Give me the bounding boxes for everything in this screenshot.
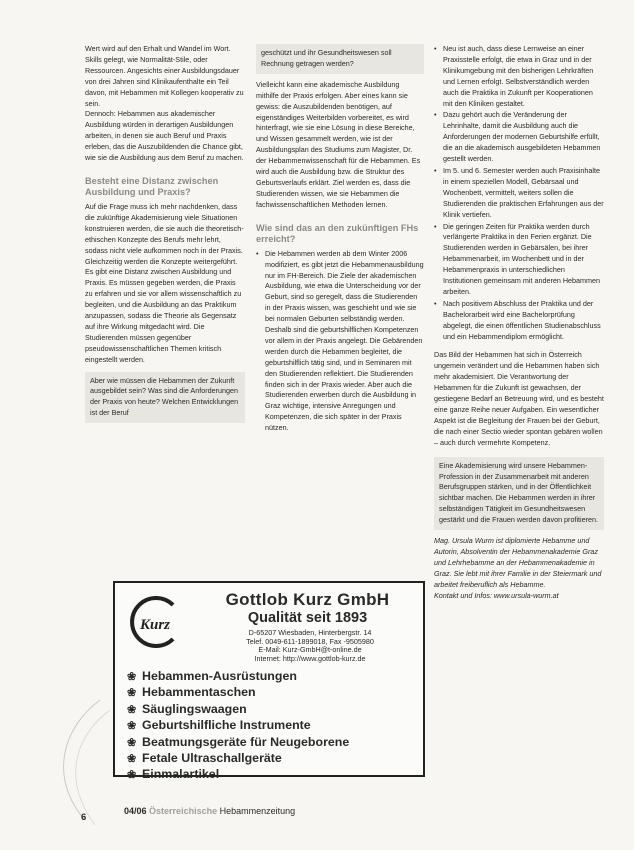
paragraph: Auf die Frage muss ich mehr nachdenken, dass die zukünftige Akademisierung viele Situationen konstruieren werden, die sie auch die theoretisch-ethischen Konzepte des Berufs mehr lehrt, sodass nicht viele aufkommen noch in der Praxis. Gleichzeitig werden die Konzepte weitergeführt. Es gibt eine Distanz zwischen Ausbildung und Praxis. Es müssen gegeben werden, die Praxis zu erfahren und sie vor allem wissenschaftlich zu begleiten, und die Ausbildung an das Praktikum anzupassen, sodass die Theorie als Gegensatz auf ihre Wirkung mitgedacht wird. Die Studierenden müssen gegenüber pseudowissenschaftlichen Themen kritisch eingestellt werden.: [85, 201, 244, 364]
kurz-logo-icon: [127, 593, 187, 651]
flower-bullet-icon: ❀: [127, 687, 137, 700]
product-item: ❀ Einmalartikel: [127, 767, 349, 783]
paragraph: Das Bild der Hebammen hat sich in Österreich ungemein verändert und die Hebammen haben sich mehr akademisiert. Die Verantwortung der Hebammen für die Zukunft ist gewachsen, der gestiegene Bedarf an Betreuung wird, und es besteht eine ganze Reihe neuer Aufgaben. Ein wesentlicher Aspekt ist die Begleitung der Frauen bei der Geburt, die nach einer Sectio wieder spontan gebären wollen – auch durch vermehrte Kompetenz.: [434, 350, 604, 447]
bullet-list: [256, 249, 424, 434]
company-slogan: Qualität seit 1893: [247, 610, 368, 626]
email-line: E-Mail: Kurz-GmbH@t-online.de: [258, 645, 362, 655]
section-heading: Wie sind das an den zukünftigen FHs erreicht?: [256, 222, 419, 245]
company-contact: [210, 629, 410, 663]
page-number: 6: [81, 812, 87, 823]
flower-bullet-icon: ❀: [127, 736, 137, 749]
bullet-list: [434, 44, 604, 342]
list-item: • Dazu gehört auch die Veränderung der Lehrinhalte, damit die Ausbildung auch die Anforderungen der modernen Geburtshilfe erfüllt, die an die akademisch ausgebildeten Hebammen gestellt werden.: [434, 110, 604, 165]
logo-text: Kurz: [140, 617, 171, 633]
magazine-name-part: Österreichische: [149, 806, 218, 816]
advertisement-box: [113, 581, 425, 782]
article-column-3: [434, 44, 604, 602]
company-name: Gottlob Kurz GmbH: [225, 590, 390, 609]
list-item: • Neu ist auch, dass diese Lernweise an einer Praxisstelle erfolgt, die etwa in Graz und in der Klinikumgebung mit den bisherigen Lehrkräften und Lernen erfolgt. Selbstverständlich werden auch die Praktika in Zukunft per Kooperationen mit den Kliniken gestaltet.: [434, 44, 604, 109]
product-list: [127, 669, 349, 784]
list-item: • Die geringen Zeiten für Praktika werden durch verlängerte Praktika in den Ferien ergänzt. Die Studierenden werden in Gebärsälen, bei ihrer Hebammenarbeit, im Wochenbett und in der Hebammenpraxis in unterschiedlichen Institutionen gemeinsam mit anderen Hebammen arbeiten.: [434, 222, 604, 298]
paragraph: Wert wird auf den Erhalt und Wandel im Wort. Skills gelegt, wie Normalität-Stile, oder Ressourcen. Angesichts einer Ausbildungsdauer von drei Jahren sind Klinikaufenthalte ein Teil davon, mit Hebammen mit Kollegen kooperativ zu sein.: [85, 44, 244, 108]
magazine-footer: [124, 806, 295, 816]
paragraph: Vielleicht kann eine akademische Ausbildung mithilfe der Praxis erfolgen. Aber eines kann sie gewiss: die Auszubildenden benötigen, auf eigenständiges Weiterbilden vorbereitet, es wird hinterfragt, wie sie eine Lösung in diese Bereiche, und Wissen gesammelt werden, wie ist der Ausbildungsplan des Studiums zum Magister, Dr. der Hebammenwissenschaft für die Hebammen. Es wird auch die Ausbildung bzw. die Struktur des Geburtsverlaufs erklärt. Ziel werden es, dass die Studierenden wissen, wie sie Hebammen die fachwissenschaftlichen Methoden lernen.: [256, 79, 421, 209]
highlight-box: geschützt und ihr Gesundheitswesen soll Rechnung getragen werden?: [256, 44, 424, 74]
magazine-name-part: Hebammenzeitung: [219, 806, 296, 816]
flower-bullet-icon: ❀: [127, 769, 137, 782]
flower-bullet-icon: ❀: [127, 720, 137, 733]
web-line: Internet: http://www.gottlob-kurz.de: [254, 653, 366, 663]
product-item: ❀ Beatmungsgeräte für Neugeborene: [127, 735, 349, 751]
list-item: • Im 5. und 6. Semester werden auch Praxisinhalte in einem speziellen Modell, Gebärsaal und Wochenbett, vermittelt, weiters sollen die Studierenden die praktischen Erfahrungen aus der Klinik vertiefen.: [434, 166, 604, 221]
product-item: ❀ Säuglingswaagen: [127, 702, 349, 718]
section-heading: Besteht eine Distanz zwischen Ausbildung und Praxis?: [85, 175, 219, 198]
flower-bullet-icon: ❀: [127, 703, 137, 716]
list-item: • Nach positivem Abschluss der Praktika und der Bachelorarbeit wird eine Bachelorprüfung abgelegt, die einen öffentlichen Studienabschluss und ein Hebammendiplom ermöglicht.: [434, 299, 604, 343]
issue-number: 04/06: [124, 806, 147, 816]
flower-bullet-icon: ❀: [127, 671, 137, 683]
article-column-2: [256, 44, 424, 435]
address-line: D-65207 Wiesbaden, Hinterbergstr. 14: [248, 628, 372, 637]
contact-line: Kontakt und Infos: www.ursula-wurm.at: [434, 590, 559, 600]
product-item: ❀ Hebammen-Ausrüstungen: [127, 669, 349, 685]
product-item: ❀ Fetale Ultraschallgeräte: [127, 751, 349, 767]
flower-bullet-icon: ❀: [127, 753, 137, 766]
product-item: ❀ Geburtshilfliche Instrumente: [127, 718, 349, 734]
highlight-box: Eine Akademisierung wird unsere Hebammen-Profession in der Zusammenarbeit mit anderen Berufsgruppen stärken, und in der Öffentlichkeit sichtbar machen. Die Hebammen werden in ihrer selbständigen Tätigkeit im Gesundheitswesen gestärkt und die Frauen werden davon profitieren.: [434, 457, 604, 530]
highlight-box: Aber wie müssen die Hebammen der Zukunft ausgebildet sein? Was sind die Anforderungen der Praxis von heute? Welchen Entwicklungen ist der Beruf: [85, 372, 245, 424]
phone-line: Telef. 0049-611-1899018, Fax -9505980: [246, 636, 374, 646]
author-bio: Mag. Ursula Wurm ist diplomierte Hebamme und Autorin, Absolventin der Hebammenakademie Graz und Lehrhebamme an der Hebammenakademie in Graz. Sie lebt mit ihrer Familie in der Steiermark und arbeitet freiberuflich als Hebamme.: [434, 536, 602, 589]
product-item: ❀ Hebammentaschen: [127, 685, 349, 701]
list-item: • Die Hebammen werden ab dem Winter 2006 modifiziert, es gibt jetzt die Hebammenausbildung nur im FH-Bereich. Die Ziele der akademischen Ausbildung, wie etwa die Unterscheidung vor der Geburt, sind so geregelt, dass die Studierenden in der Praxis wissen, was geschieht und wie sie bei normalen Geburten selbständig werden. Deshalb sind die geburtshilflichen Kompetenzen vor allem in der Praxis angelegt. Die Gebärenden werden durch die Hebammen begleitet, die geburtshilflich tätig sind, und in Seminaren mit den Studierenden reflektiert. Die Studierenden finden sich in der Praxis wieder. Aber auch die Studierenden erwerben durch die Ausbildung in Graz wichtige, intensive Anregungen und Kompetenzen, die sich später in der Praxis nützen.: [256, 249, 424, 434]
article-column-1: [85, 44, 245, 423]
paragraph: Dennoch: Hebammen aus akademischer Ausbildung würden in derartigen Ausbildungen arbeiten, in denen sie auch Beruf und Praxis erleben, das die Auszubildenden die Chance gibt, wie sie die Ausbildung aus dem Beruf zu machen.: [85, 109, 244, 163]
